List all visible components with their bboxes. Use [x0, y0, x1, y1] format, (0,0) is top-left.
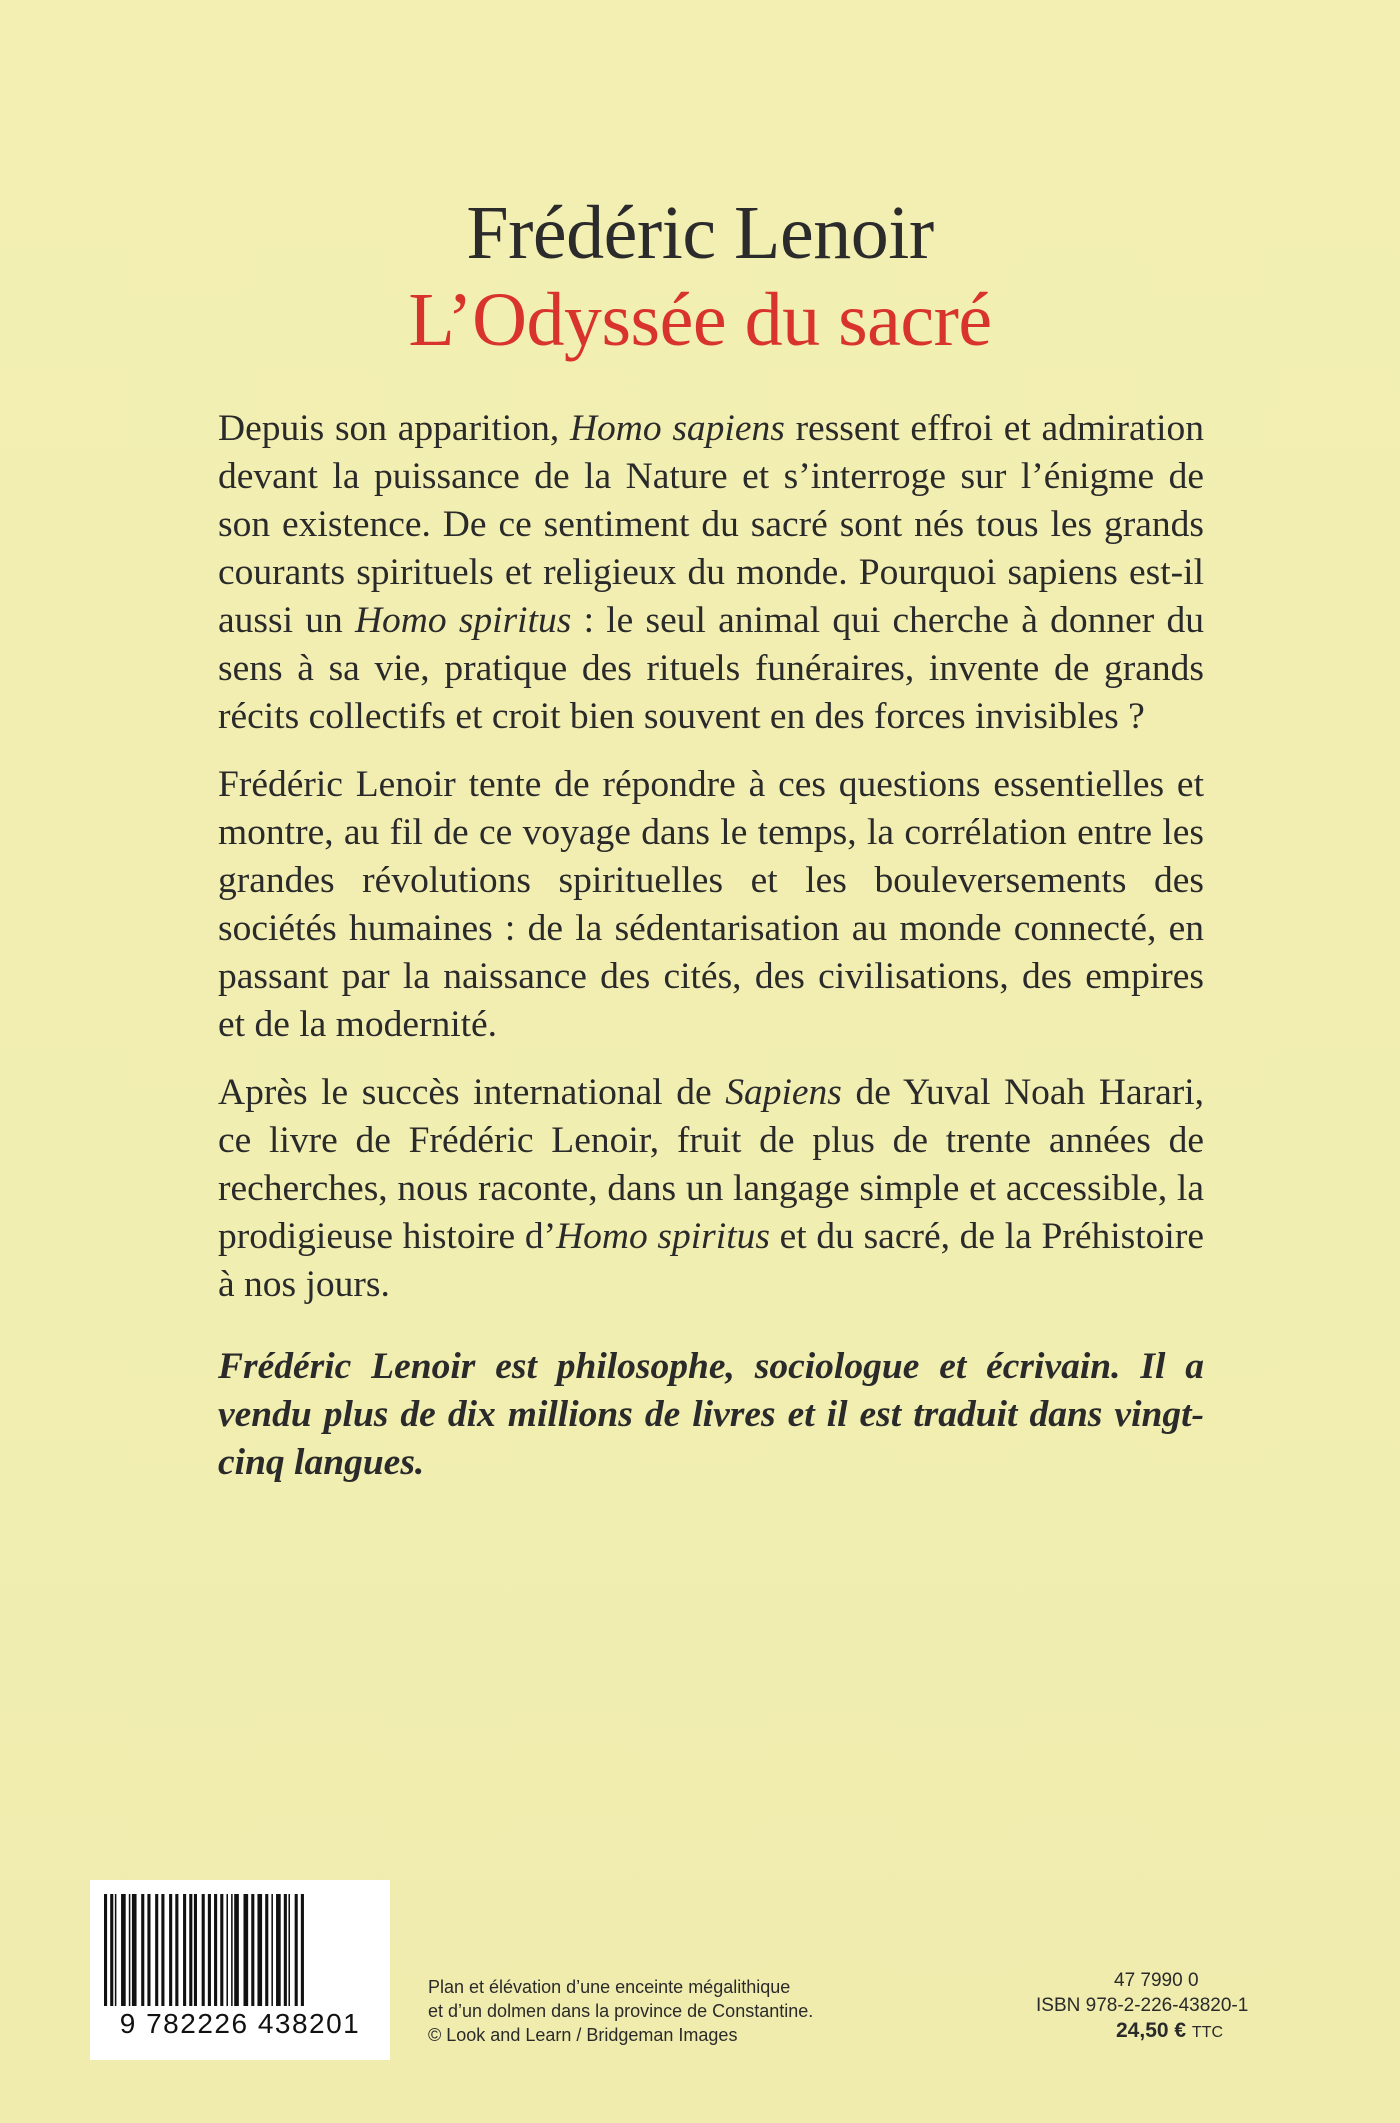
barcode-bar: [189, 1894, 192, 2006]
price-ttc: TTC: [1191, 2024, 1224, 2041]
p1-segment: ressent effroi et admiration devant la puissance de la Nature et s’interroge sur l’énigme de son existence. De ce sentiment du sacré sont nés tous les grands courants spirituels et religieux du monde. Pourquoi sapiens est-il aussi un: [218, 408, 1205, 641]
barcode-bar: [161, 1894, 164, 2006]
p3-segment: et du sacré, de la Préhistoire à nos jours.: [218, 1216, 1204, 1305]
barcode: [90, 1880, 390, 2060]
book-title: L’Odyssée du sacré: [408, 278, 992, 362]
barcode-bar: [115, 1894, 117, 2006]
barcode-bars: [90, 1880, 390, 2008]
caption-credit: © Look and Learn / Bridgeman Images: [428, 2025, 738, 2045]
barcode-bar: [169, 1894, 172, 2006]
barcode-bar: [220, 1894, 223, 2006]
barcode-bar: [104, 1894, 107, 2006]
caption-line-1: Plan et élévation d’une enceinte mégalithique: [428, 1977, 791, 1997]
barcode-bar: [288, 1894, 290, 2006]
barcode-bar: [234, 1894, 239, 2006]
barcode-bar: [208, 1894, 211, 2006]
barcode-bar: [110, 1894, 113, 2006]
barcode-bar: [129, 1894, 131, 2006]
blurb-paragraph-3: [218, 1069, 1204, 1309]
barcode-bar: [301, 1894, 304, 2006]
barcode-bar: [276, 1894, 281, 2006]
barcode-bar: [183, 1894, 186, 2006]
barcode-bar: [284, 1894, 287, 2006]
barcode-bar: [257, 1894, 262, 2006]
barcode-bar: [214, 1894, 217, 2006]
p1-segment: Homo spiritus: [354, 600, 572, 641]
p3-segment: Homo spiritus: [556, 1216, 770, 1257]
p1-segment: Depuis son apparition,: [218, 408, 570, 449]
product-code: 47 7990 0: [1114, 1970, 1199, 1991]
author-bio: Frédéric Lenoir est philosophe, sociologue et écrivain. Il a vendu plus de dix millions de livres et il est traduit dans vingt-cinq langues.: [218, 1346, 1204, 1483]
p3-segment: de Yuval Noah Harari, ce livre de Frédéric Lenoir, fruit de plus de trente années de recherches, nous raconte, dans un langage simple et accessible, la prodigieuse histoire d’: [218, 1072, 1204, 1257]
barcode-bar: [202, 1894, 205, 2006]
isbn: ISBN 978-2-226-43820-1: [1036, 1995, 1249, 2016]
p3-segment: Sapiens: [725, 1072, 842, 1113]
blurb-paragraph-1: [218, 405, 1204, 741]
author-name: Frédéric Lenoir: [466, 191, 934, 275]
barcode-bar: [265, 1894, 268, 2006]
cover-image-caption: [428, 1975, 908, 2047]
blurb-paragraph-2: Frédéric Lenoir tente de répondre à ces questions essentielles et montre, au fil de ce voyage dans le temps, la corrélation entre les grandes révolutions spirituelles et les bouleversements des sociétés humaines : de la sédentarisation au monde connecté, en passant par la naissance des cités, des civilisations, des empires et de la modernité.: [218, 764, 1204, 1045]
price: [1036, 2018, 1276, 2045]
barcode-digits: 9 782226 438201: [119, 2008, 361, 2039]
barcode-bar: [271, 1894, 273, 2006]
price-block: [1036, 1968, 1276, 2045]
blurb: [218, 405, 1204, 1507]
barcode-bar: [132, 1894, 137, 2006]
price-value: 24,50 €: [1116, 2019, 1187, 2042]
barcode-bar: [147, 1894, 150, 2006]
barcode-bar: [194, 1894, 197, 2006]
barcode-bar: [231, 1894, 233, 2006]
p3-segment: Après le succès international de: [218, 1072, 726, 1113]
barcode-bar: [175, 1894, 178, 2006]
barcode-bar: [121, 1894, 126, 2006]
barcode-bar: [141, 1894, 144, 2006]
p1-segment: : le seul animal qui cherche à donner du sens à sa vie, pratique des rituels funéraires, invente de grands récits collectifs et croit bien souvent en des forces invisibles ?: [218, 600, 1204, 737]
barcode-bar: [155, 1894, 158, 2006]
barcode-bar: [295, 1894, 298, 2006]
barcode-bar: [251, 1894, 254, 2006]
caption-line-2: et d’un dolmen dans la province de Constantine.: [428, 2001, 814, 2021]
p1-segment: Homo sapiens: [569, 408, 785, 449]
barcode-bar: [244, 1894, 249, 2006]
barcode-bar: [226, 1894, 228, 2006]
